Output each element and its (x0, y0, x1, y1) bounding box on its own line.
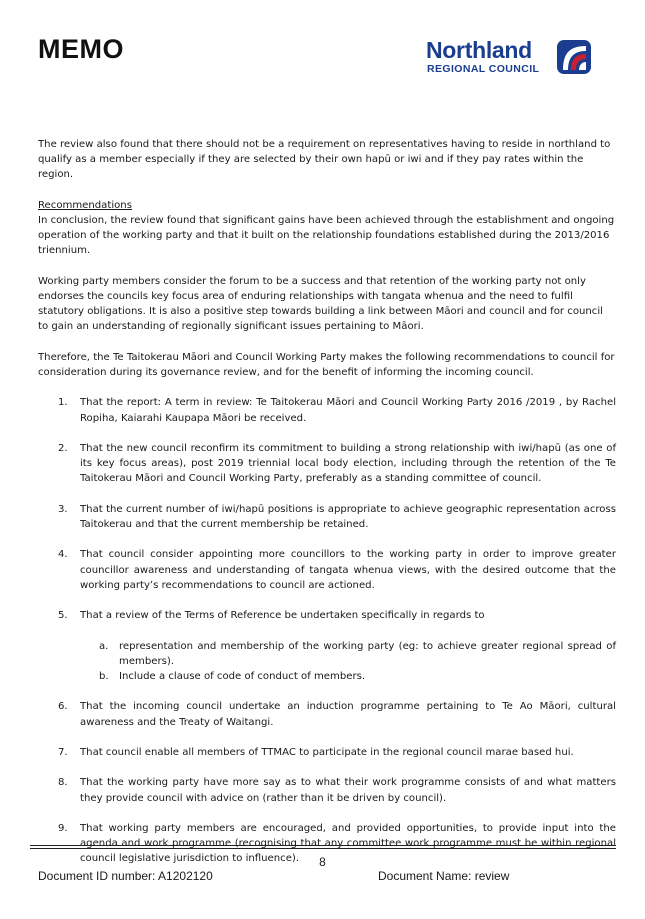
list-number: 1. (58, 397, 68, 409)
list-item (38, 502, 616, 532)
body-paragraph: Working party members consider the forum to be a success and that retention of the working party not only endorses the councils key focus area of enduring relationships with tangata whenua and the need to fulfil statutory obligations. It is also a positive step towards building a link between Māori and council and for council to gain an understanding of regionally significant issues pertaining to Māori. (38, 275, 603, 333)
body-paragraph: Therefore, the Te Taitokerau Māori and Council Working Party makes the following recommendations to council for consideration during its governance review, and for the benefit of informing the incoming council. (38, 351, 615, 378)
footer-divider (30, 848, 616, 849)
sub-list-letter: b. (99, 670, 109, 682)
list-item (38, 608, 616, 684)
sub-list-item (80, 639, 616, 669)
body-paragraph: In conclusion, the review found that significant gains have been achieved through the establishment and ongoing operation of the working party and that it built on the relationship foundations established during the 2013/2016 triennium. (38, 215, 615, 257)
list-text: That the incoming council undertake an induction programme pertaining to Te Ao Māori, cultural awareness and the Treaty of Waitangi. (80, 701, 616, 728)
logo-subtitle: REGIONAL COUNCIL (427, 63, 540, 75)
logo-name: Northland (426, 37, 532, 63)
list-number: 9. (58, 822, 68, 834)
list-item (38, 441, 616, 487)
sub-list-letter: a. (99, 640, 109, 652)
list-text: That working party members are encouraged, and provided opportunities, to provide input into the agenda and work programme (recognising that any committee work programme must be within regional council legislative jurisdiction to influence). (80, 822, 616, 865)
list-text: That the report: A term in review: Te Taitokerau Māori and Council Working Party 2016 /2019 , by Rachel Ropiha, Kaiarahi Kaupapa Māori be received. (80, 397, 616, 424)
list-item (38, 547, 616, 593)
document-name: Document Name: review (378, 869, 510, 883)
list-text: That the working party have more say as to what their work programme consists of and what matters they provide council with advice on (rather than it be driven by council). (80, 777, 616, 804)
page-number: 8 (319, 855, 326, 869)
list-text: That council enable all members of TTMAC to participate in the regional council marae based hui. (80, 746, 574, 758)
list-item (38, 395, 616, 425)
list-number: 5. (58, 610, 68, 622)
list-text: That a review of the Terms of Reference be undertaken specifically in regards to (80, 610, 485, 622)
document-id: Document ID number: A1202120 (38, 869, 213, 883)
sub-list (80, 639, 616, 685)
list-number: 8. (58, 777, 68, 789)
northland-logo (426, 38, 596, 78)
recommendations-heading: Recommendations (38, 199, 132, 211)
northland-swirl-icon (556, 39, 592, 75)
intro-paragraph: The review also found that there should not be a requirement on representatives having to reside in northland to qualify as a member especially if they are selected by their own hapū or iwi and if they pay rates within the region. (38, 139, 611, 181)
memo-title: MEMO (38, 34, 124, 64)
list-number: 7. (58, 746, 68, 758)
sub-list-item (80, 669, 616, 684)
list-text: That council consider appointing more councillors to the working party in order to improve greater councillor awareness and understanding of tangata whenua views, with the desired outcome that the working party’s recommendations to council are actioned. (80, 549, 616, 591)
memo-body (38, 137, 616, 882)
sub-list-text: representation and membership of the working party (eg: to achieve greater regional spread of members). (119, 640, 616, 667)
list-number: 3. (58, 503, 68, 515)
list-number: 6. (58, 701, 68, 713)
list-number: 2. (58, 442, 68, 454)
list-item (38, 745, 616, 760)
list-text: That the current number of iwi/hapū positions is appropriate to achieve geographic representation across Taitokerau and that the current membership be retained. (80, 503, 616, 530)
list-number: 4. (58, 549, 68, 561)
recommendations-list (38, 395, 616, 866)
list-text: That the new council reconfirm its commitment to building a strong relationship with iwi/hapū (as one of its key focus areas), post 2019 triennial local body election, including through the retention of the Te Taitokerau Māori and Council Working Party, preferably as a standing committee of council. (80, 442, 616, 485)
sub-list-text: Include a clause of code of conduct of members. (119, 670, 366, 682)
list-item (38, 775, 616, 805)
list-item (38, 699, 616, 729)
footer-divider (30, 845, 616, 846)
